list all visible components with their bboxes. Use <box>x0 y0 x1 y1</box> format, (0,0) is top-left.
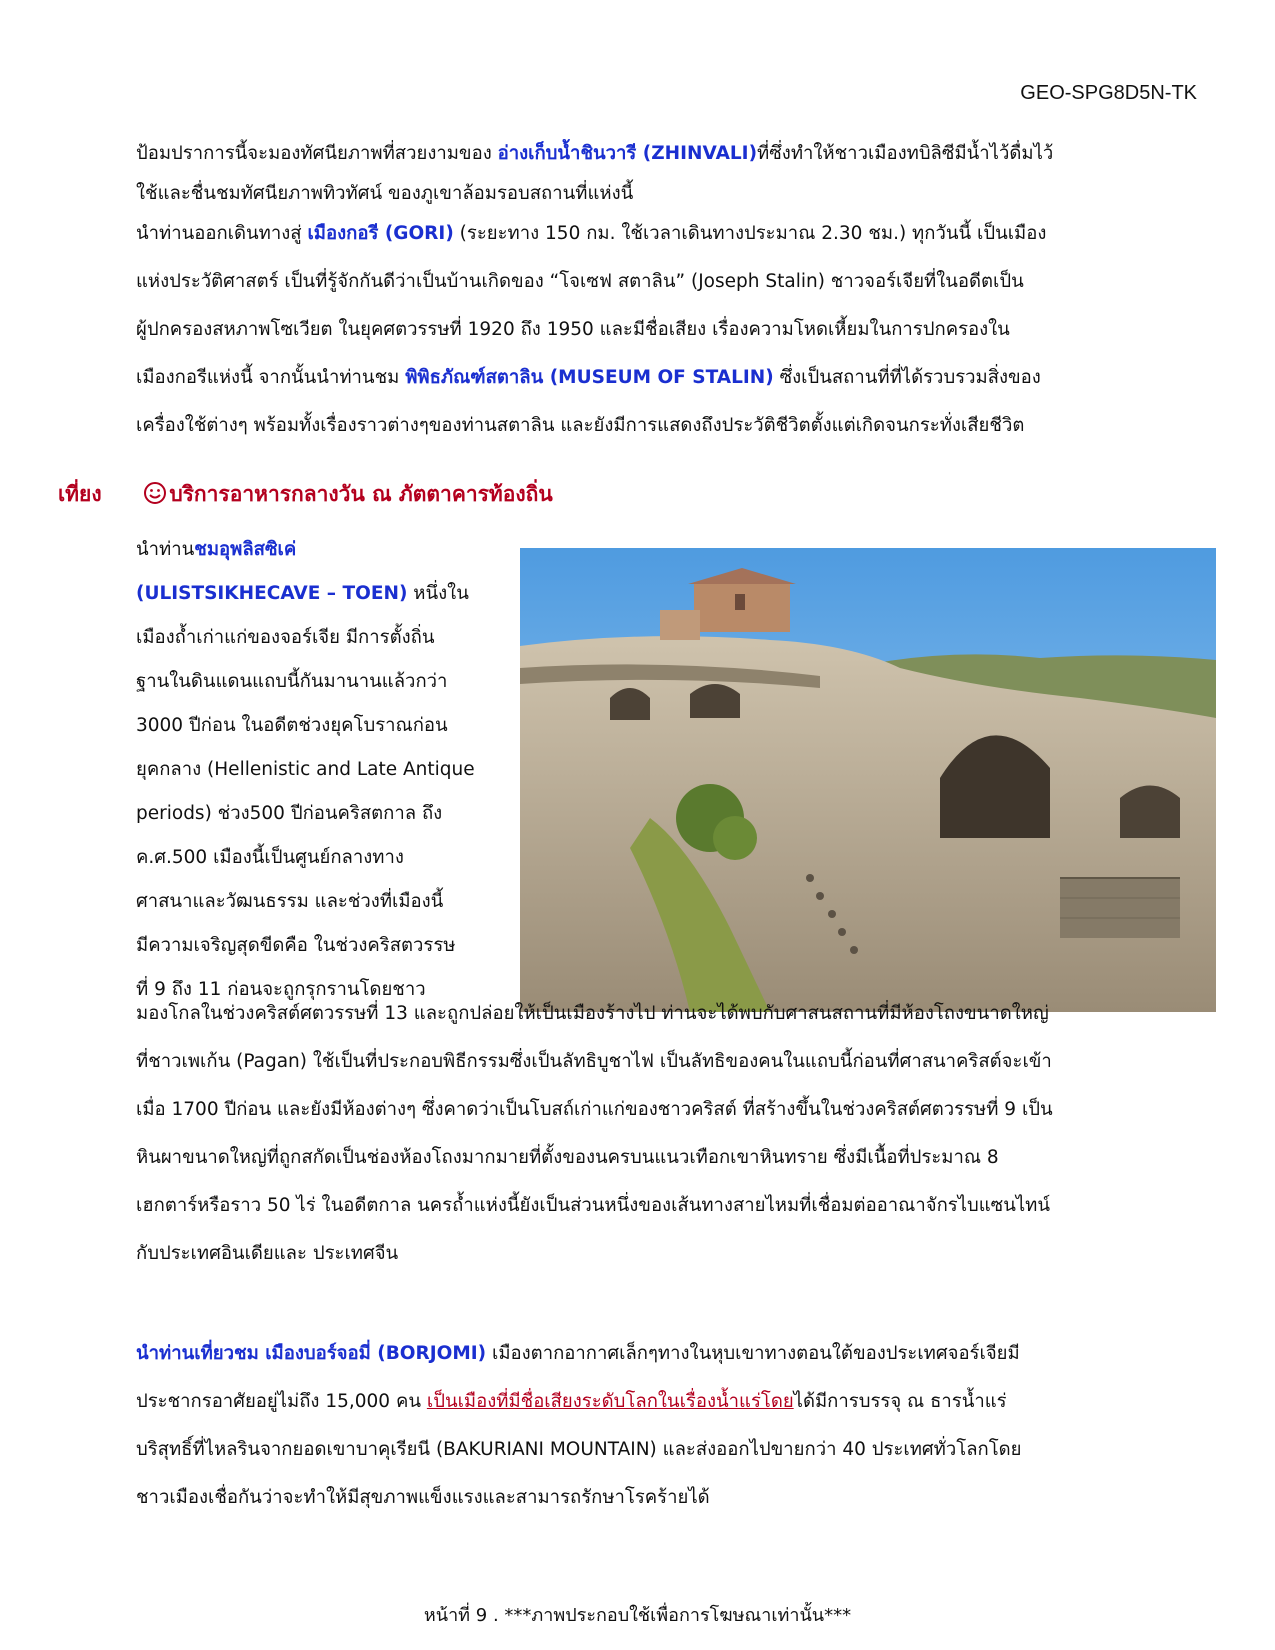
cave-line-7: periods) ช่วง500 ปีก่อนคริสตกาล ถึง <box>136 803 443 824</box>
cave-wide-line-4: หินผาขนาดใหญ่ที่ถูกสกัดเป็นช่องห้องโถงมากมายที่ตั้งของนครบนแนวเทือกเขาหินทราย ซึ่งมีเนื้อที่ประมาณ 8 <box>136 1147 999 1168</box>
cave-line-3: เมืองถ้ำเก่าแก่ของจอร์เจีย มีการตั้งถิ่น <box>136 627 435 648</box>
zhinvali-highlight: อ่างเก็บน้ำชินวารี (ZHINVALI) <box>497 143 758 164</box>
borjomi-line-3: บริสุทธิ์ที่ไหลรินจากยอดเขาบาคุเรียนี (BAKURIANI MOUNTAIN) และส่งออกไปขายกว่า 40 ประเทศทั่วโลกโดย <box>136 1439 1022 1460</box>
gori-highlight: เมืองกอรี (GORI) <box>307 223 454 244</box>
tour-code: GEO-SPG8D5N-TK <box>1020 82 1197 104</box>
meal-label: เที่ยง <box>58 482 102 506</box>
smiley-icon <box>143 481 167 505</box>
cave-line-10: มีความเจริญสุดขีดคือ ในช่วงคริสตวรรษ <box>136 935 456 956</box>
cave-wide-line-2: ที่ชาวเพเก้น (Pagan) ใช้เป็นที่ประกอบพิธีกรรมซึ่งเป็นลัทธิบูชาไฟ เป็นลัทธิของคนในแถบนี้ก่อนที่ศาสนาคริสต์จะเข้า <box>136 1051 1052 1072</box>
cave-line-9: ศาสนาและวัฒนธรรม และช่วงที่เมืองนี้ <box>136 891 444 912</box>
borjomi-text: เมืองตากอากาศเล็กๆทางในหุบเขาทางตอนใต้ของประเทศจอร์เจียมี <box>486 1343 1020 1364</box>
gori-paragraph <box>136 210 1211 450</box>
cave-line-11: ที่ 9 ถึง 11 ก่อนจะถูกรุกรานโดยชาว <box>136 979 426 1000</box>
cave-line-2 <box>136 572 506 616</box>
intro-line-1 <box>136 134 1211 174</box>
cave-wide-line-6: กับประเทศอินเดียและ ประเทศจีน <box>136 1243 399 1264</box>
cave-highlight: ชมอุพลิสซิเค่ <box>194 539 297 560</box>
cave-name-highlight: (ULISTSIKHECAVE – TOEN) <box>136 583 408 604</box>
gori-line-3: ผู้ปกครองสหภาพโซเวียต ในยุคศตวรรษที่ 1920 ถึง 1950 และมีชื่อเสียง เรื่องความโหดเหี้ยมในการปกครองใน <box>136 319 1010 340</box>
cave-wide-line-5: เฮกตาร์หรือราว 50 ไร่ ในอดีตกาล นครถ้ำแห่งนี้ยังเป็นส่วนหนึ่งของเส้นทางสายไหมที่เชื่อมต่ออาณาจักรไบแซนไทน์ <box>136 1195 1051 1216</box>
cave-paragraph-wide <box>136 990 1211 1278</box>
borjomi-line-4: ชาวเมืองเชื่อกันว่าจะทำให้มีสุขภาพแข็งแรงและสามารถรักษาโรคร้ายได้ <box>136 1487 710 1508</box>
cave-city-illustration <box>520 548 1216 1012</box>
cave-wide-line-1: มองโกลในช่วงคริสต์ศตวรรษที่ 13 และถูกปล่อยให้เป็นเมืองร้างไป ท่านจะได้พบกับศาสนสถานที่มีห้องโถงขนาดใหญ่ <box>136 1003 1049 1024</box>
cave-wide-line-3: เมื่อ 1700 ปีก่อน และยังมีห้องต่างๆ ซึ่งคาดว่าเป็นโบสถ์เก่าแก่ของชาวคริสต์ ที่สร้างขึ้นในช่วงคริสต์ศตวรรษที่ 9 เป็น <box>136 1099 1053 1120</box>
gori-line-2: แห่งประวัติศาสตร์ เป็นที่รู้จักกันดีว่าเป็นบ้านเกิดของ “โจเซฟ สตาลิน” (Joseph Stalin) ชาวจอร์เจียที่ในอดีตเป็น <box>136 271 1024 292</box>
uplistsikhe-photo <box>520 548 1216 1012</box>
intro-paragraph <box>136 134 1211 214</box>
cave-text: นำท่าน <box>136 539 195 560</box>
gori-line-5: เครื่องใช้ต่างๆ พร้อมทั้งเรื่องราวต่างๆของท่านสตาลิน และยังมีการแสดงถึงประวัติชีวิตตั้งแต่เกิดจนกระทั่งเสียชีวิต <box>136 415 1025 436</box>
borjomi-line-2 <box>136 1378 1211 1426</box>
borjomi-line-1 <box>136 1330 1211 1378</box>
intro-text: ป้อมปราการนี้จะมองทัศนียภาพที่สวยงามของ <box>136 143 498 164</box>
cave-line-8: ค.ศ.500 เมืองนี้เป็นศูนย์กลางทาง <box>136 847 404 868</box>
borjomi-paragraph <box>136 1330 1211 1522</box>
cave-line-4: ฐานในดินแดนแถบนี้กันมานานแล้วกว่า <box>136 671 448 692</box>
gori-text: นำท่านออกเดินทางสู่ <box>136 223 308 244</box>
borjomi-highlight: นำท่านเที่ยวชม เมืองบอร์จอมี่ (BORJOMI) <box>136 1343 487 1364</box>
cave-text: หนึ่งใน <box>407 583 469 604</box>
intro-text: ที่ซึ่งทำให้ชาวเมืองทบิลิซีมีน้ำไว้ดื่มไว้ <box>757 143 1054 164</box>
gori-line-1 <box>136 210 1211 258</box>
page-footer: หน้าที่ 9 . ***ภาพประกอบใช้เพื่อการโฆษณาเท่านั้น*** <box>423 1605 852 1626</box>
mineral-water-highlight: เป็นเมืองที่มีชื่อเสียงระดับโลกในเรื่องน้ำแร่โดย <box>426 1391 794 1412</box>
borjomi-text: ประชากรอาศัยอยู่ไม่ถึง 15,000 คน <box>136 1391 427 1412</box>
gori-text: เมืองกอรีแห่งนี้ จากนั้นนำท่านชม <box>136 367 406 388</box>
meal-text: บริการอาหารกลางวัน ณ ภัตตาคารท้องถิ่น <box>169 482 553 506</box>
borjomi-text: ได้มีการบรรจุ ณ ธารน้ำแร่ <box>793 1391 1007 1412</box>
stalin-museum-highlight: พิพิธภัณฑ์สตาลิน (MUSEUM OF STALIN) <box>405 367 774 388</box>
cave-line-1 <box>136 528 506 572</box>
intro-line-2: ใช้และชื่นชมทัศนียภาพทิวทัศน์ ของภูเขาล้อมรอบสถานที่แห่งนี้ <box>136 183 634 204</box>
lunch-row <box>58 478 553 511</box>
cave-column <box>136 528 506 1012</box>
gori-line-4 <box>136 354 1211 402</box>
gori-text: ซึ่งเป็นสถานที่ที่ได้รวบรวมสิ่งของ <box>773 367 1041 388</box>
cave-line-5: 3000 ปีก่อน ในอดีตช่วงยุคโบราณก่อน <box>136 715 448 736</box>
cave-line-6: ยุคกลาง (Hellenistic and Late Antique <box>136 759 475 780</box>
gori-text: (ระยะทาง 150 กม. ใช้เวลาเดินทางประมาณ 2.30 ชม.) ทุกวันนี้ เป็นเมือง <box>453 223 1047 244</box>
